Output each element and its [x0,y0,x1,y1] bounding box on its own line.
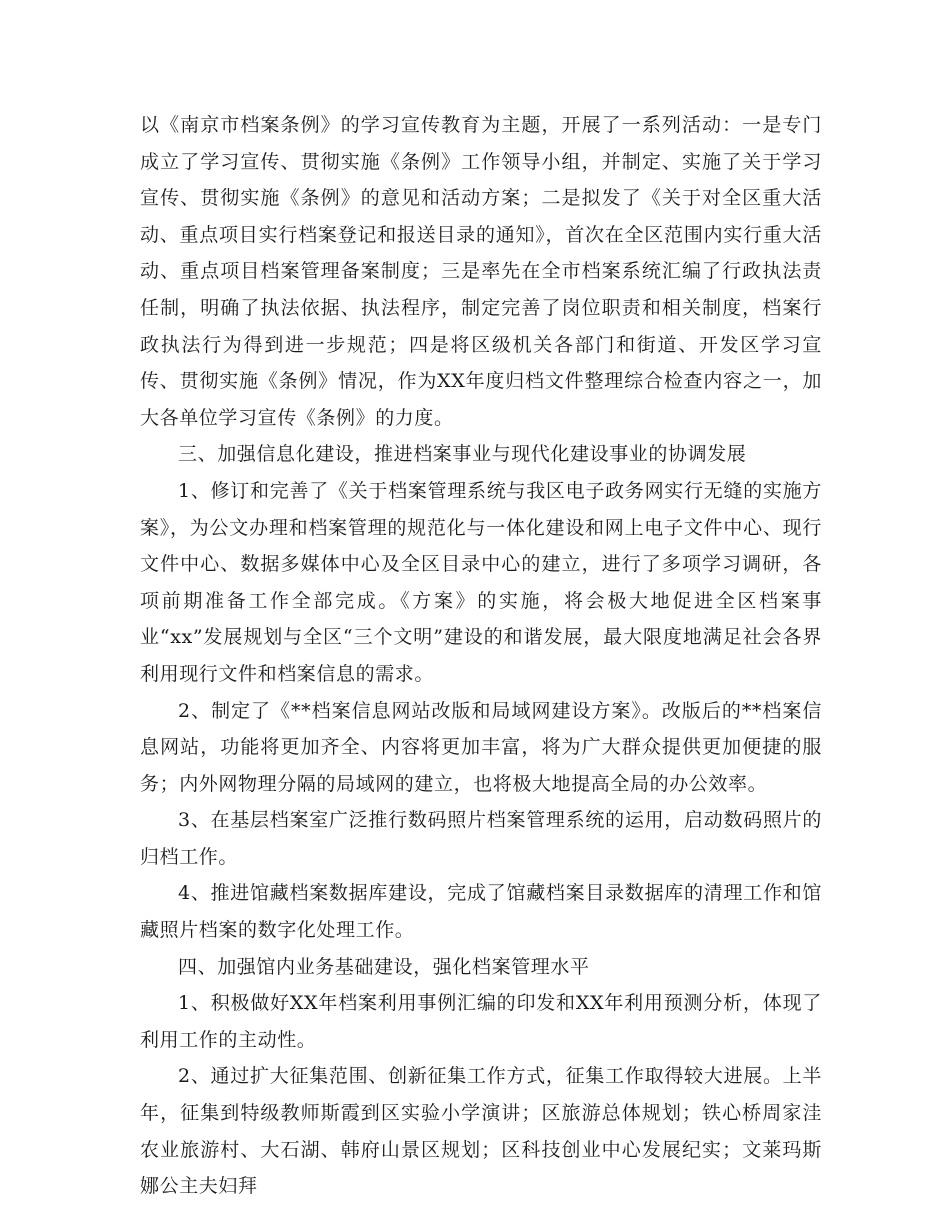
paragraph-item: 4、推进馆藏档案数据库建设，完成了馆藏档案目录数据库的清理工作和馆藏照片档案的数字化处理工作。 [140,882,822,942]
paragraph-continuation: 以《南京市档案条例》的学习宣传教育为主题，开展了一系列活动：一是专门成立了学习宣传、贯彻实施《条例》工作领导小组，并制定、实施了关于学习宣传、贯彻实施《条例》的意见和活动方案；二是拟发了《关于对全区重大活动、重点项目实行档案登记和报送目录的通知》，首次在全区范围内实行重大活动、重点项目档案管理备案制度；三是率先在全市档案系统汇编了行政执法责任制，明确了执法依据、执法程序，制定完善了岗位职责和相关制度，档案行政执法行为得到进一步规范；四是将区级机关各部门和街道、开发区学习宣传、贯彻实施《条例》情况，作为XX年度归档文件整理综合检查内容之一，加大各单位学习宣传《条例》的力度。 [140,114,822,429]
paragraph-item: 1、积极做好XX年档案利用事例汇编的印发和XX年利用预测分析，体现了利用工作的主动性。 [140,992,822,1051]
section-heading-4: 四、加强馆内业务基础建设，强化档案管理水平 [178,955,590,978]
paragraph-item: 3、在基层档案室广泛推行数码照片档案管理系统的运用，启动数码照片的归档工作。 [140,809,822,868]
paragraph-item: 1、修订和完善了《关于档案管理系统与我区电子政务网实行无缝的实施方案》，为公文办理和档案管理的规范化与一体化建设和网上电子文件中心、现行文件中心、数据多媒体中心及全区目录中心的建立，进行了多项学习调研，各项前期准备工作全部完成。《方案》的实施，将会极大地促进全区档案事业“xx”发展规划与全区“三个文明”建设的和谐发展，最大限度地满足社会各界利用现行文件和档案信息的需求。 [140,479,822,685]
paragraph-item: 2、通过扩大征集范围、创新征集工作方式，征集工作取得较大进展。上半年，征集到特级教师斯霞到区实验小学演讲；区旅游总体规划；铁心桥周家洼农业旅游村、大石湖、韩府山景区规划；区科技创业中心发展纪实；文莱玛斯娜公主夫妇拜 [140,1065,822,1198]
section-heading-3: 三、加强信息化建设，推进档案事业与现代化建设事业的协调发展 [178,443,747,466]
document-body [140,107,822,1205]
paragraph-item: 2、制定了《**档案信息网站改版和局域网建设方案》。改版后的**档案信息网站，功能将更加齐全、内容将更加丰富，将为广大群众提供更加便捷的服务；内外网物理分隔的局域网的建立，也将极大地提高全局的办公效率。 [140,699,822,795]
